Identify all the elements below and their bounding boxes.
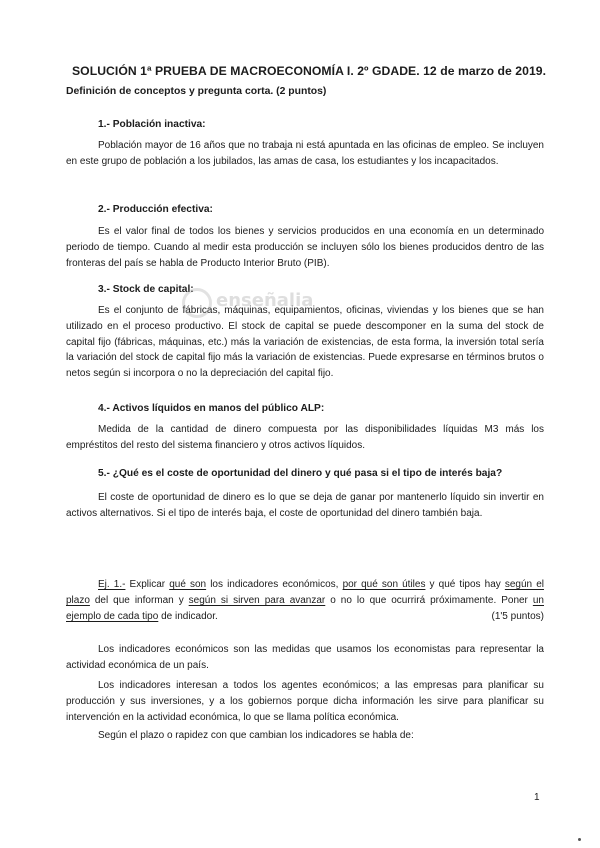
exercise-text: y qué tipos hay bbox=[425, 579, 505, 590]
section-heading-3: 3.- Stock de capital: bbox=[98, 284, 194, 295]
exercise-underlined-text: según el plazo bbox=[66, 579, 544, 606]
exercise-paragraph-3: Según el plazo o rapidez con que cambian los indicadores se habla de: bbox=[98, 730, 414, 741]
exercise-underlined-text: según si sirven para avanzar bbox=[188, 594, 326, 606]
exercise-statement bbox=[66, 577, 544, 624]
exercise-underlined-text: Ej. 1.- bbox=[98, 579, 126, 590]
document-title: SOLUCIÓN 1ª PRUEBA DE MACROECONOMÍA I. 2º GDADE. 12 de marzo de 2019. bbox=[72, 64, 547, 78]
exercise-points: (1'5 puntos) bbox=[491, 610, 544, 622]
section-body-5: El coste de oportunidad de dinero es lo que se deja de ganar por mantenerlo líquido sin invertir en activos alternativos. Si el tipo de interés baja, el coste de oportunidad del dinero también baja. bbox=[66, 492, 544, 519]
section-body-4: Medida de la cantidad de dinero compuesta por las disponibilidades líquidas M3 más los empréstitos del resto del sistema financiero y otros activos líquidos. bbox=[66, 424, 544, 451]
exercise-text: de indicador. bbox=[158, 610, 218, 622]
page-number: 1 bbox=[534, 792, 540, 803]
watermark-circle-icon bbox=[182, 288, 212, 318]
exercise-text: Explicar bbox=[125, 579, 170, 590]
watermark-logo bbox=[182, 288, 342, 318]
section-heading-1: 1.- Población inactiva: bbox=[98, 119, 206, 130]
section-body-2: Es el valor final de todos los bienes y servicios producidos en una economía en un determinado periodo de tiempo. Cuando al medir esta producción se incluyen sólo los bienes producidos dentro de las fronteras del país se habla de Producto Interior Bruto (PIB). bbox=[66, 226, 544, 269]
section-heading-4: 4.- Activos líquidos en manos del público ALP: bbox=[98, 403, 325, 414]
watermark-text: enseñalia bbox=[216, 290, 314, 311]
exercise-paragraph-1: Los indicadores económicos son las medidas que usamos los economistas para representar la actividad económica de un país. bbox=[66, 644, 544, 671]
exercise-paragraph-2: Los indicadores interesan a todos los agentes económicos; a las empresas para planificar su producción y sus inversiones, y a los gobiernos porque dicha información les sirve para planificar su intervención en la actividad económica, lo que se llama política económica. bbox=[66, 680, 544, 723]
scan-speck bbox=[578, 838, 581, 841]
section-body-1: Población mayor de 16 años que no trabaja ni está apuntada en las oficinas de empleo. Se incluyen en este grupo de población a los jubilados, las amas de casa, los estudiantes y los incapacitados. bbox=[66, 140, 544, 167]
document-subtitle: Definición de conceptos y pregunta corta. (2 puntos) bbox=[66, 86, 327, 97]
section-body-3: Es el conjunto de fábricas, máquinas, equipamientos, oficinas, viviendas y los bienes que se han utilizado en el proceso productivo. El stock de capital se puede descomponer en la suma del stock de capital fijo (fábricas, máquinas, etc.) más la variación de existencias, de esta forma, la inversión total sería la variación del stock de capital fijo más la variación de existencias. Puede expresarse en términos brutos o netos según si incorpora o no la depreciación del capital fijo. bbox=[66, 305, 544, 380]
exercise-underlined-text: por qué son útiles bbox=[342, 579, 426, 590]
exercise-text: del que informan y bbox=[89, 594, 189, 606]
exercise-underlined-text: un ejemplo de cada tipo bbox=[66, 594, 544, 622]
exercise-underlined-text: qué son bbox=[169, 579, 207, 590]
section-heading-5: 5.- ¿Qué es el coste de oportunidad del dinero y qué pasa si el tipo de interés baja? bbox=[98, 468, 503, 479]
exercise-text: los indicadores económicos, bbox=[206, 579, 343, 590]
section-heading-2: 2.- Producción efectiva: bbox=[98, 204, 213, 215]
exercise-text: o no lo que ocurrirá próximamente. Poner bbox=[325, 594, 533, 606]
